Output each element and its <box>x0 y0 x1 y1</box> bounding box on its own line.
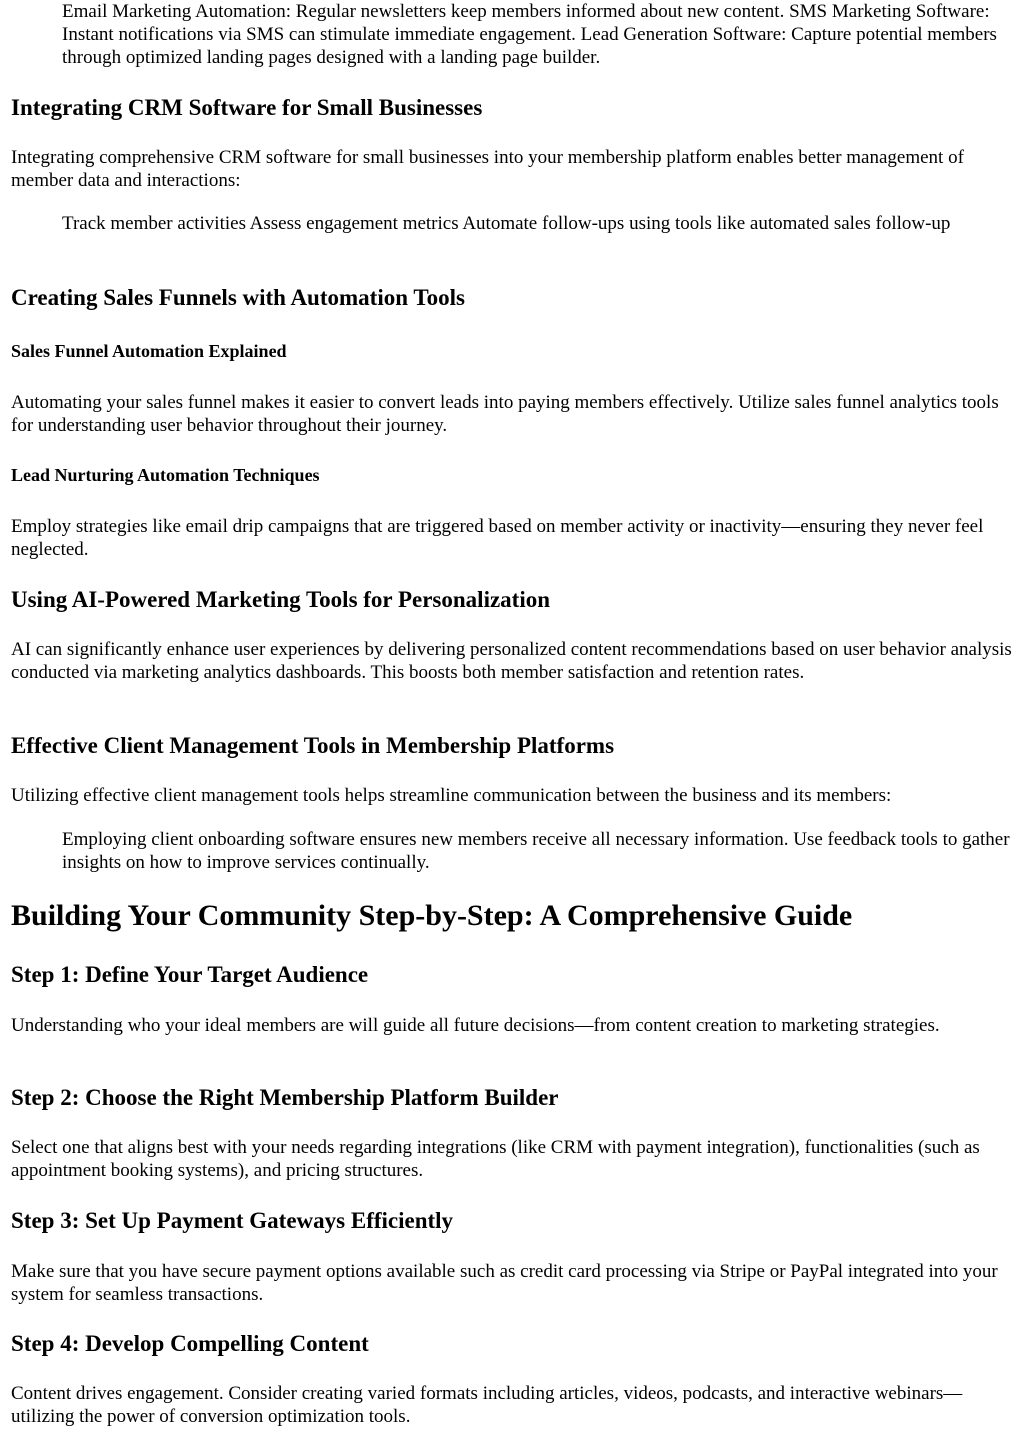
client-management-heading: Effective Client Management Tools in Membership Platforms <box>11 733 615 758</box>
step-1-heading: Step 1: Define Your Target Audience <box>11 962 369 987</box>
guide-title: Building Your Community Step-by-Step: A Comprehensive Guide <box>11 899 853 932</box>
ai-marketing-heading: Using AI-Powered Marketing Tools for Personalization <box>11 587 551 612</box>
marketing-tools-blockquote: Email Marketing Automation: Regular newsletters keep members informed about new content. SMS Marketing Software: Instant notifications via SMS can stimulate immediate engagement. Lead Generation Software: Capture potential members through optimized landing pages designed with a landing page builder. <box>62 1 997 68</box>
sales-funnels-heading: Creating Sales Funnels with Automation Tools <box>11 285 465 310</box>
sales-funnel-automation-subheading: Sales Funnel Automation Explained <box>11 341 287 361</box>
ai-marketing-paragraph: AI can significantly enhance user experiences by delivering personalized content recommendations based on user behavior analysis conducted via marketing analytics dashboards. This boosts both member satisfaction and retention rates. <box>11 639 1012 683</box>
step-2-paragraph: Select one that aligns best with your needs regarding integrations (like CRM with payment integration), functionalities (such as appointment booking systems), and pricing structures. <box>11 1137 980 1181</box>
step-1-paragraph: Understanding who your ideal members are will guide all future decisions—from content creation to marketing strategies. <box>11 1015 940 1036</box>
crm-section-paragraph: Integrating comprehensive CRM software for small businesses into your membership platform enables better management of member data and interactions: <box>11 147 964 191</box>
step-2-heading: Step 2: Choose the Right Membership Platform Builder <box>11 1085 559 1110</box>
sales-funnel-automation-paragraph: Automating your sales funnel makes it easier to convert leads into paying members effectively. Utilize sales funnel analytics tools for understanding user behavior throughout their journey. <box>11 392 999 436</box>
lead-nurturing-paragraph: Employ strategies like email drip campaigns that are triggered based on member activity or inactivity—ensuring they never feel neglected. <box>11 516 984 560</box>
client-onboarding-blockquote: Employing client onboarding software ensures new members receive all necessary information. Use feedback tools to gather insights on how to improve services continually. <box>62 829 1010 873</box>
step-3-heading: Step 3: Set Up Payment Gateways Efficiently <box>11 1208 454 1233</box>
crm-section-heading: Integrating CRM Software for Small Businesses <box>11 95 483 120</box>
step-3-paragraph: Make sure that you have secure payment options available such as credit card processing via Stripe or PayPal integrated into your system for seamless transactions. <box>11 1261 998 1305</box>
step-4-paragraph: Content drives engagement. Consider creating varied formats including articles, videos, podcasts, and interactive webinars—utilizing the power of conversion optimization tools. <box>11 1383 963 1427</box>
lead-nurturing-subheading: Lead Nurturing Automation Techniques <box>11 465 320 485</box>
crm-activities-blockquote: Track member activities Assess engagement metrics Automate follow-ups using tools like automated sales follow-up <box>62 213 951 234</box>
step-4-heading: Step 4: Develop Compelling Content <box>11 1331 369 1356</box>
client-management-paragraph: Utilizing effective client management tools helps streamline communication between the business and its members: <box>11 785 892 806</box>
